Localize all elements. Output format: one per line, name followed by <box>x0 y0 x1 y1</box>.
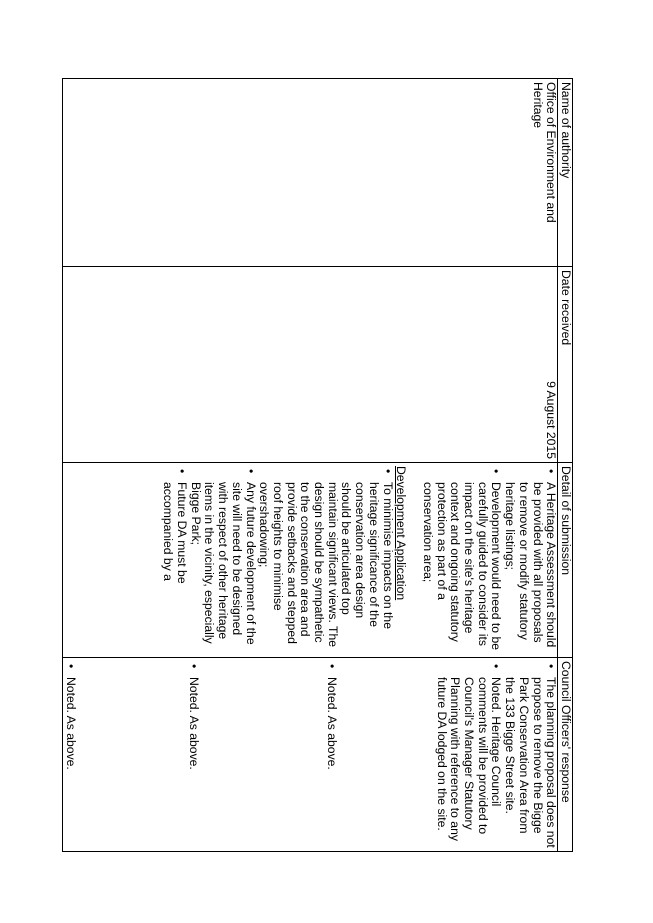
response-point: • Noted. As above. <box>63 677 77 848</box>
date-cell <box>62 267 557 463</box>
submission-cell <box>62 463 557 658</box>
response-list-1 <box>434 661 557 848</box>
response-cell <box>62 658 557 852</box>
response-point: • Noted. As above. <box>324 677 338 848</box>
rotated-page-content <box>63 78 573 851</box>
table-header-row <box>558 79 573 852</box>
submission-point: • Future DA must be accompanied by a <box>161 482 188 654</box>
header-detail-of-submission: Detail of submission <box>558 463 573 658</box>
response-list-2 <box>63 661 338 848</box>
header-council-response: Council Officers' response <box>558 658 573 852</box>
response-point: • The planning proposal does not propose to remove the Bigge Park Conservation Area from the 133 Bigge Street site. <box>502 677 557 848</box>
response-point: • Noted. Heritage Council comments will be provided to Council's Manager Statutory Planning with reference to any future DA lodged on the site. <box>434 677 503 848</box>
authority-name: Office of Environment and Heritage <box>530 82 559 223</box>
header-date-received: Date received <box>558 267 573 463</box>
authority-cell <box>62 79 557 267</box>
submission-list-1 <box>420 466 557 654</box>
submission-list-2 <box>161 466 394 654</box>
response-point: • Noted. As above. <box>187 677 201 848</box>
submission-point: • To minimise impacts on the heritage significance of the conservation area design should be articulated top maintain significant views. The design should be sympathetic to the conservation area and provide setbacks and stepped roof heights to minimise overshadowing; <box>257 482 394 654</box>
header-name-of-authority: Name of authority <box>558 79 573 267</box>
development-application-heading: Development Application <box>394 466 409 601</box>
submission-point: • Development would need to be carefully guided to consider its impact on the site's heritage context and ongoing statutory protection as part of a conservation area; <box>420 482 502 654</box>
submission-point: • A Heritage Assessment should be provided with all proposals to remove or modify statutory heritage listings; <box>502 482 557 654</box>
submissions-table <box>62 78 573 852</box>
table-row <box>62 79 557 852</box>
date-received-value: 9 August 2015 <box>544 381 559 459</box>
submission-point: • Any future development of the site will need to be designed with respect of other heritage items in the vicinity, especially Bigge Park; <box>188 482 257 654</box>
